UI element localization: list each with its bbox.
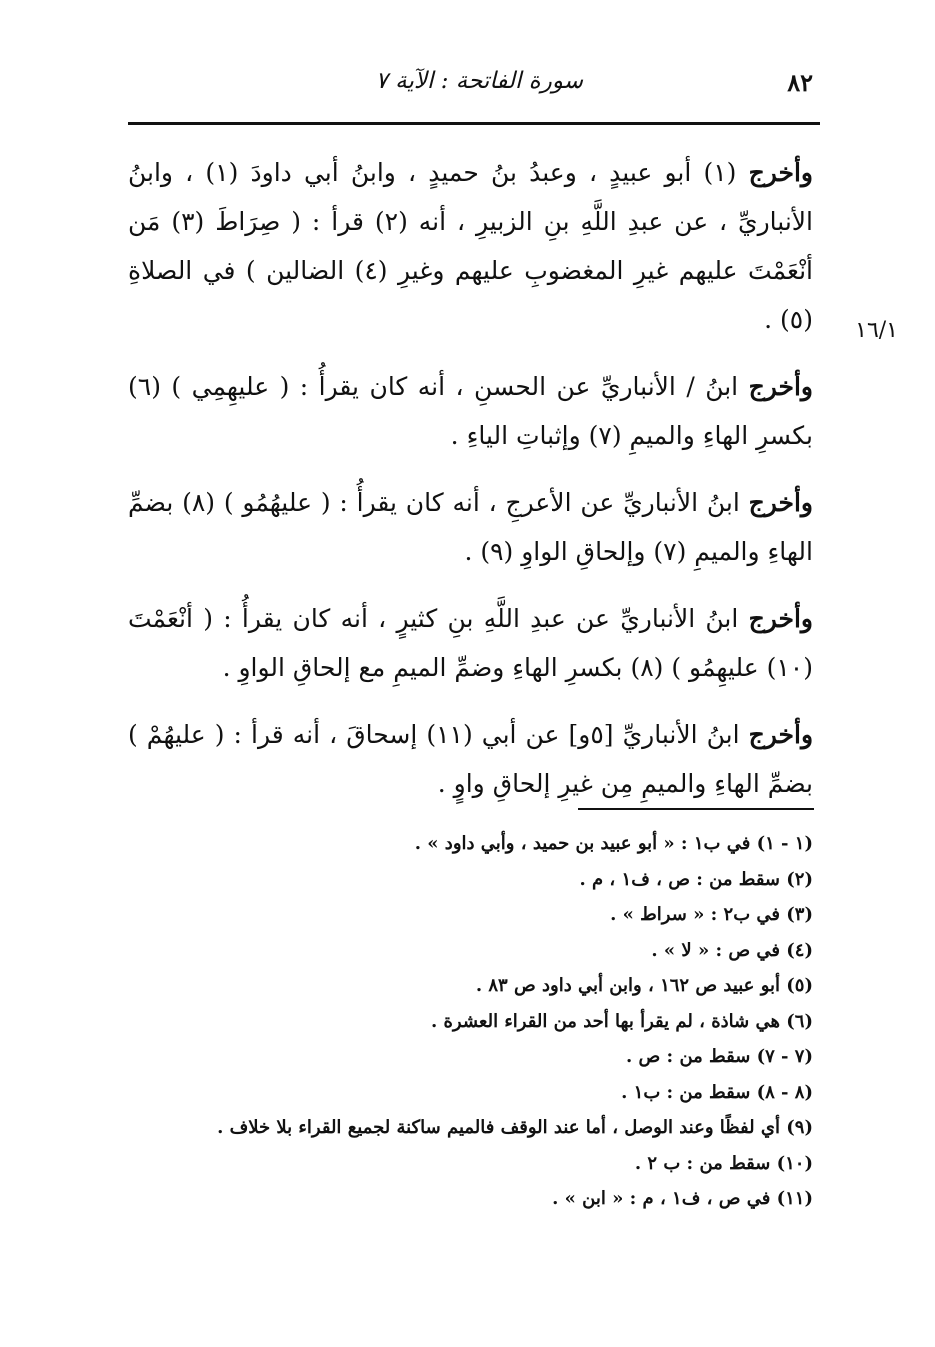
footnote: (١٠) سقط من : ب ٢ .: [634, 1152, 813, 1174]
paragraph-1: [128, 148, 813, 344]
footnote: (٣) في ب٢ : « سراط » .: [610, 904, 813, 925]
paragraph-2: [128, 362, 813, 460]
margin-reference: ١٦/١: [855, 318, 898, 343]
footnote: (٨ - ٨) سقط من : ب١ .: [621, 1081, 813, 1103]
paragraph-text: (١) أبو عبيدٍ ، وعبدُ بنُ حميدٍ ، وابنُ أبي داودَ (١) ، وابنُ الأنباريِّ ، عن عبدِ اللَّهِ بنِ الزبيرِ ، أنه (٢) قرأ : ( صِرَاطَ (٣) مَن أنْعَمْتَ عليهم غيرِ المغضوبِ عليهم وغيرِ (٤) الضالين ) في الصلاةِ (٥) .: [128, 158, 813, 334]
footnote: (٩) أي لفظًا وعند الوصل ، أما عند الوقف فالميم ساكنة لجميع القراء بلا خلاف .: [217, 1117, 813, 1138]
paragraph-3: [128, 478, 813, 576]
page-header: [128, 62, 813, 102]
footnote: (٤) في ص : « لا » .: [651, 939, 813, 961]
paragraph-lead: وأخرج: [748, 720, 814, 749]
paragraph-lead: وأخرج: [748, 372, 813, 401]
main-text: [128, 148, 813, 826]
paragraph-text: ابنُ / الأنباريِّ عن الحسنِ ، أنه كان يقرأُ : ( عليهِمِي ) (٦) بكسرِ الهاءِ والميمِ (٧) وإثباتِ الياءِ .: [128, 372, 813, 450]
paragraph-5: [128, 710, 813, 808]
footnote: (١ - ١) في ب١ : « أبو عبيد بن حميد ، وأبي داود » .: [414, 833, 813, 854]
page-number: ٨٢: [787, 68, 813, 97]
paragraph-text: ابنُ الأنباريِّ عن الأعرجِ ، أنه كان يقرأُ : ( عليهُمُو ) (٨) بضمِّ الهاءِ والميمِ (٧) وإلحاقِ الواوِ (٩) .: [128, 488, 813, 566]
footnote: (٧ - ٧) سقط من : ص .: [625, 1046, 813, 1067]
paragraph-lead: وأخرج: [748, 488, 813, 517]
paragraph-text: ابنُ الأنباريِّ [٥و] عن أبي (١١) إسحاقَ ، أنه قرأ : ( عليهُمْ ) بضمِّ الهاءِ والميمِ مِن غيرِ إلحاقِ واوٍ .: [128, 720, 813, 798]
footnote-separator: [578, 808, 814, 810]
footnote: (٢) سقط من : ص ، ف١ ، م .: [579, 868, 813, 890]
paragraph-lead: وأخرج: [748, 604, 813, 633]
footnote: (١١) في ص ، ف١ ، م : « ابن » .: [552, 1188, 813, 1209]
paragraph-lead: وأخرج: [748, 158, 813, 187]
footnote: (٦) هي شاذة ، لم يقرأ بها أحد من القراء العشرة .: [430, 1010, 813, 1032]
paragraph-text: ابنُ الأنباريِّ عن عبدِ اللَّهِ بنِ كثيرٍ ، أنه كان يقرأُ : ( أنْعَمْتَ (١٠) عليهِمُو ) (٨) بكسرِ الهاءِ وضمِّ الميمِ مع إلحاقِ الواوِ .: [128, 604, 813, 682]
header-rule: [128, 122, 820, 125]
footnote: (٥) أبو عبيد ص ١٦٢ ، وابن أبي داود ص ٨٣ .: [475, 975, 813, 996]
paragraph-4: [128, 594, 813, 692]
surah-title: سورة الفاتحة : الآية ٧: [375, 68, 583, 94]
footnotes: [128, 826, 813, 1217]
